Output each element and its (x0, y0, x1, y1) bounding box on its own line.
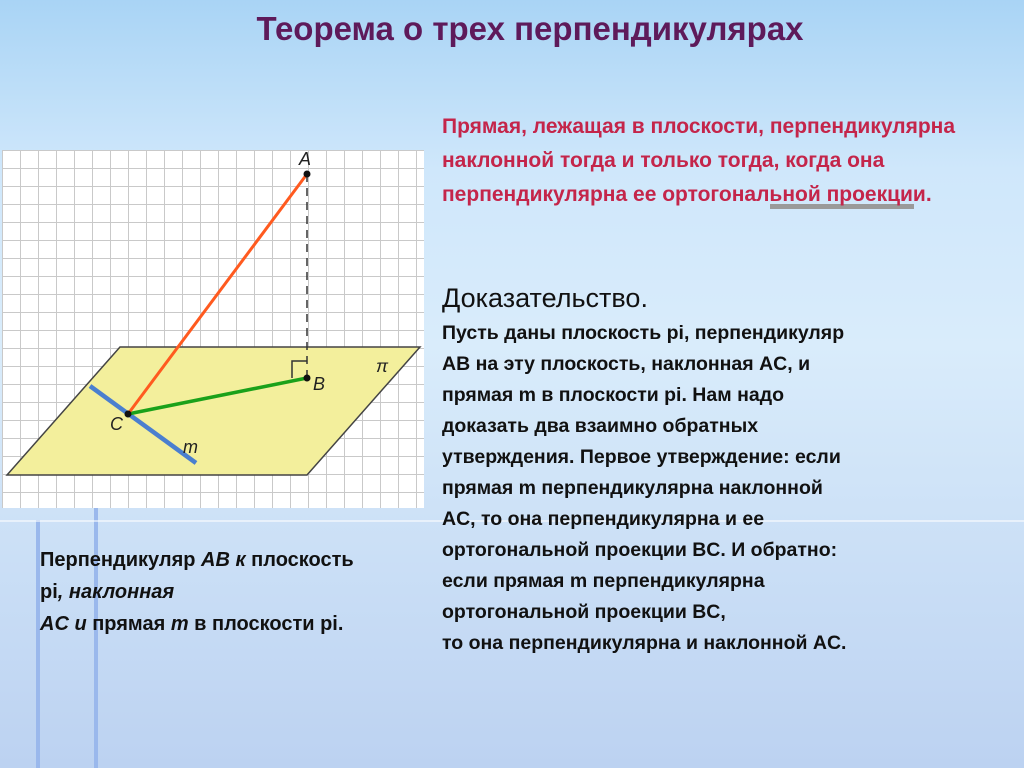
caption-part-2: AB к (201, 549, 246, 571)
label-a: A (299, 150, 312, 169)
caption-part-7: m (170, 613, 189, 635)
caption-part-6: прямая (86, 613, 171, 635)
point-c (125, 411, 132, 418)
diagram-svg (2, 150, 424, 508)
caption-part-8: в плоскости pi. (188, 613, 344, 635)
figure-caption (40, 544, 360, 640)
geometry-figure (2, 150, 424, 508)
label-pi: π (376, 356, 389, 376)
proof-heading: Доказательство. (442, 283, 648, 313)
plane-pi (7, 347, 420, 475)
caption-part-5: AC и (40, 613, 87, 635)
label-b: B (313, 374, 326, 394)
point-a (304, 171, 311, 178)
point-b (304, 375, 311, 382)
label-c: C (110, 414, 123, 434)
proof-text: Пусть даны плоскость pi, перпендикуляр AB на эту плоскость, наклонная AC, и прямая m в плоскости pi. Нам надо доказать два взаимно обратных утверждения. Первое утверждение: если прямая m перпендикулярна наклонной AC, то она перпендикулярна и ее ортогональной проекции BC. И обратно: если прямая m перпендикулярна ортогональной проекции BC, то она перпендикулярна и наклонной AC. (442, 322, 847, 654)
caption-part-4: , наклонная (57, 581, 175, 603)
label-m: m (183, 437, 198, 457)
caption-part-1: Перпендикуляр (40, 549, 202, 571)
page-title: Теорема о трех перпендикулярах (256, 10, 804, 47)
caption-part-3: плоскость pi (40, 549, 354, 603)
theorem-statement: Прямая, лежащая в плоскости, перпендикулярна наклонной тогда и только тогда, когда она перпендикулярна ее ортогональной проекции. (442, 115, 956, 206)
